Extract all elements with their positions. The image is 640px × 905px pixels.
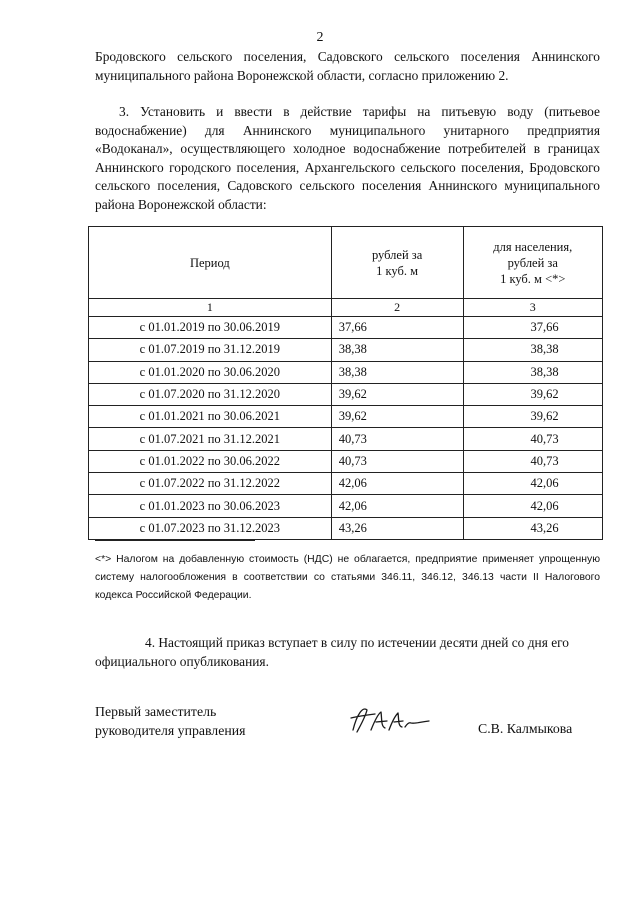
tariff-cell: 40,73 [331,450,463,472]
table-row [89,317,603,339]
population-tariff-cell: 42,06 [463,473,602,495]
population-tariff-cell: 37,66 [463,317,602,339]
table-row [89,495,603,517]
paragraph-3: 3. Установить и ввести в действие тарифы на питьевую воду (питьевое водоснабжение) для Аннинского муниципального унитарного предприятия «Водоканал», осуществляющего холодное водоснабжение потребителей в границах Аннинского городского поселения, Архангельского сельского поселения, Бродовского сельского поселения, Садовского сельского поселения Аннинского муниципального района Воронежской области: [95,104,600,212]
table-row [89,339,603,361]
period-cell: с 01.07.2022 по 31.12.2022 [89,473,332,495]
tariff-table [88,226,603,540]
table-row [89,517,603,539]
population-tariff-cell: 38,38 [463,361,602,383]
page-number: 2 [316,30,324,45]
tariff-cell: 37,66 [331,317,463,339]
population-tariff-cell: 39,62 [463,406,602,428]
signatory-title-line1: Первый заместитель [95,704,217,719]
tariff-cell: 38,38 [331,339,463,361]
table-row [89,361,603,383]
table-header-row [89,227,603,299]
signatory-name: С.В. Калмыкова [478,721,573,736]
period-cell: с 01.01.2021 по 30.06.2021 [89,406,332,428]
header-tariff-line1: рублей за [371,247,423,262]
paragraph-1: Бродовского сельского поселения, Садовского сельского поселения Аннинского муниципального района Воронежской области, согласно приложению 2. [95,49,600,83]
header-population [463,227,602,299]
header-population-line3: 1 куб. м <*> [500,271,566,286]
footnote: <*> Налогом на добавленную стоимость (НДС) не облагается, предприятие применяет упрощенную систему налогообложения в соответствии со статьями 346.11, 346.12, 346.13 части II Налогового кодекса Российской Федерации. [95,554,600,601]
period-cell: с 01.01.2020 по 30.06.2020 [89,361,332,383]
tariff-cell: 42,06 [331,495,463,517]
table-row [89,383,603,405]
population-tariff-cell: 40,73 [463,428,602,450]
table-row [89,473,603,495]
column-number-1: 1 [89,299,332,317]
header-population-line1: для населения, [493,239,573,254]
tariff-cell: 39,62 [331,406,463,428]
column-number-2: 2 [331,299,463,317]
tariff-cell: 40,73 [331,428,463,450]
period-cell: с 01.07.2023 по 31.12.2023 [89,517,332,539]
period-cell: с 01.07.2021 по 31.12.2021 [89,428,332,450]
period-cell: с 01.01.2023 по 30.06.2023 [89,495,332,517]
tariff-cell: 39,62 [331,383,463,405]
population-tariff-cell: 39,62 [463,383,602,405]
table-row [89,450,603,472]
tariff-cell: 43,26 [331,517,463,539]
signatory-title [95,703,245,740]
table-row [89,428,603,450]
header-tariff [331,227,463,299]
period-cell: с 01.07.2020 по 31.12.2020 [89,383,332,405]
period-cell: с 01.01.2019 по 30.06.2019 [89,317,332,339]
header-tariff-line2: 1 куб. м [376,263,419,278]
column-number-3: 3 [463,299,602,317]
period-cell: с 01.01.2022 по 30.06.2022 [89,450,332,472]
header-period: Период [89,227,332,299]
population-tariff-cell: 43,26 [463,517,602,539]
paragraph-4: 4. Настоящий приказ вступает в силу по истечении десяти дней со дня его официального опубликования. [95,635,570,669]
tariff-cell: 38,38 [331,361,463,383]
period-cell: с 01.07.2019 по 31.12.2019 [89,339,332,361]
header-population-line2: рублей за [507,255,558,270]
tariff-cell: 42,06 [331,473,463,495]
handwritten-signature [345,700,435,740]
population-tariff-cell: 42,06 [463,495,602,517]
table-row [89,406,603,428]
population-tariff-cell: 38,38 [463,339,602,361]
population-tariff-cell: 40,73 [463,450,602,472]
signatory-title-line2: руководителя управления [95,722,246,738]
footnote-divider [95,540,255,541]
column-number-row [89,299,603,317]
